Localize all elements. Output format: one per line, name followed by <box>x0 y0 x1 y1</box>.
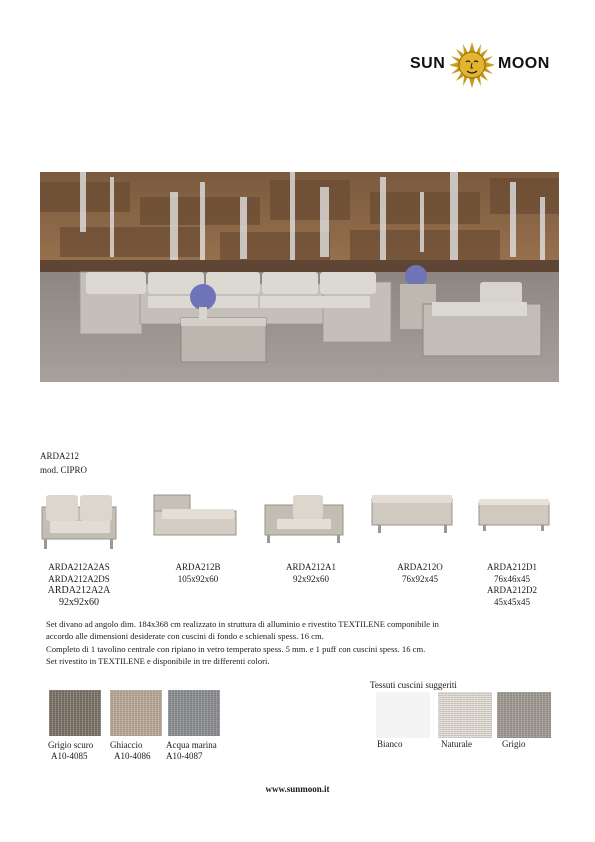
item-code: ARDA212D2 <box>486 585 537 595</box>
armchair-image <box>263 493 345 545</box>
item-1-codes <box>24 562 134 608</box>
fabric-swatch-ghiaccio <box>110 690 162 736</box>
description-line: Completo di 1 tavolino centrale con ripiano in vetro temperato spess. 5 mm. e 1 puff con cuscini spess. 16 cm. <box>46 643 426 654</box>
item-code: ARDA212A2DS <box>48 573 110 584</box>
brand-sun-text: SUN <box>410 55 446 72</box>
cushion-swatch-grigio <box>497 692 551 738</box>
item-code: ARDA212A2AS <box>48 562 110 572</box>
brand-logo <box>408 42 554 88</box>
cushion-name: Naturale <box>441 739 472 749</box>
website-link[interactable]: www.sunmoon.it <box>265 784 330 794</box>
hero-photo <box>40 172 559 382</box>
fabric-name: Grigio scuro <box>48 740 94 750</box>
cushion-name: Grigio <box>502 739 526 749</box>
fabric-label <box>48 740 93 762</box>
item-3-codes <box>256 562 366 585</box>
cushion-swatch-bianco <box>376 692 430 738</box>
ottoman-image <box>368 493 456 537</box>
product-model: mod. CIPRO <box>40 465 88 475</box>
fabric-code: A10-4087 <box>166 751 203 761</box>
item-size: 92x92x60 <box>59 596 99 608</box>
fabric-code: A10-4086 <box>114 751 151 761</box>
fabric-label <box>110 740 151 762</box>
description-line: Set divano ad angolo dim. 184x368 cm realizzato in struttura di alluminio e rivestito TEXTILENE componibile in <box>46 619 439 629</box>
fabric-name: Ghiaccio <box>110 740 143 750</box>
brand-moon-text: MOON <box>498 55 550 72</box>
item-size: 76x92x45 <box>402 573 438 584</box>
cushion-swatch-naturale <box>438 692 492 738</box>
product-description <box>46 618 551 667</box>
item-code: ARDA212A2A <box>47 585 111 596</box>
fabric-label <box>166 740 217 762</box>
fabric-swatch-acqua-marina <box>168 690 220 736</box>
item-code: ARDA212B <box>175 562 221 572</box>
side-table-image <box>477 493 551 533</box>
item-size: 92x92x60 <box>293 573 329 584</box>
chaise-image <box>152 493 238 545</box>
fabric-swatch-grigio-scuro <box>49 690 101 736</box>
corner-sofa-image <box>40 493 118 551</box>
sun-face-icon <box>449 42 495 88</box>
cushion-name: Bianco <box>377 739 403 749</box>
product-code: ARDA212 <box>40 451 80 461</box>
item-code: ARDA212O <box>397 562 443 572</box>
description-line: accordo alle dimensioni desiderate con cuscini di fondo e schienali spess. 16 cm. <box>46 631 324 642</box>
item-code: ARDA212D1 <box>486 562 537 572</box>
item-size: 76x46x45 <box>494 573 530 584</box>
item-5-codes <box>457 562 567 608</box>
description-line: Set rivestito in TEXTILENE e disponibile in tre differenti colori. <box>46 655 270 666</box>
cushion-fabrics-title: Tessuti cuscini suggeriti <box>370 680 457 690</box>
item-2-codes <box>143 562 253 585</box>
item-size: 105x92x60 <box>177 573 219 584</box>
item-code: ARDA212A1 <box>285 562 336 572</box>
fabric-code: A10-4085 <box>51 751 88 761</box>
item-size: 45x45x45 <box>494 596 530 607</box>
fabric-name: Acqua marina <box>166 740 217 750</box>
